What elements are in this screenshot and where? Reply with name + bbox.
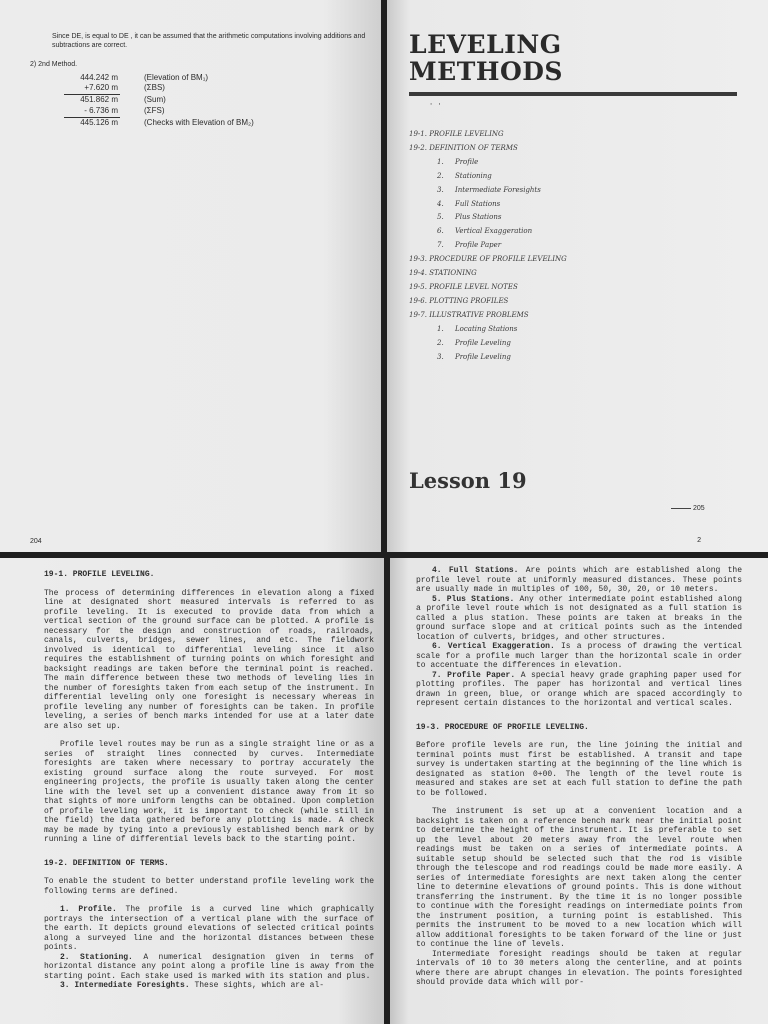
table-of-contents	[409, 128, 567, 364]
calc-value: +7.620 m	[84, 83, 118, 92]
footer-rule	[671, 508, 691, 509]
page-number-204: 204	[30, 538, 42, 545]
toc-subitem: 1. Locating Stations	[437, 324, 518, 333]
toc-subitem: 2. Stationing	[437, 171, 492, 180]
text-page-right	[390, 558, 768, 1024]
calc-value: 445.126 m	[80, 118, 118, 127]
paragraph: The process of determining differences in elevation along a fixed line at designated short measured intervals is referred to as profile leveling. It is executed to provide data from which a vertical section of the ground surface can be plotted. A profile is necessary for the design and construction of roads, railroads, canals, culverts, bridges, sewer lines, and etc. The fieldwork involved is identical to differential leveling since it also requires the establishment of turning points on which foresight and backsight readings are taken before the terminal point is reached. The main difference between these two methods of leveling lies in the number of foresights taken from each setup of the instrument. In differential leveling only one foresight is necessary whereas in profile leveling any number of foresights can be taken. In profile leveling, a series of bench marks intended for use at a later date are also set up.	[44, 588, 374, 731]
section-heading: 19-1. PROFILE LEVELING.	[44, 570, 155, 579]
calc-note: (Sum)	[144, 95, 166, 104]
term-definition: 1. Profile. The profile is a curved line which graphically portrays the intersection of a vertical plane with the surface of the earth. It depicts ground elevations of selected critical points along a surveyed line and the horizontal distances between these points.	[44, 905, 374, 952]
paragraph: The instrument is set up at a convenient location and a backsight is taken on a reference bench mark near the initial point to determine the height of the instrument. It is preferable to set up the level about 20 meters away from the level route when readings must be taken on a series of intermediate points. A suitable setup should be selected such that the rod is visible through the telescope and rod readings could be made more easily. A series of intermediate foresights are next taken along the center line to determine elevations of ground points. This is done without transferring the instrument. By the time it is no longer possible to continue with the foresight readings on intermediate points from the instrument position, a turning point is established. This permits the instrument to be moved to a new location which will allow additional foresights to be taken forward of the line or just to continue the line of levels.	[416, 807, 742, 949]
term-definition: 5. Plus Stations. Any other intermediate point established along a profile level route which is not designated as a full station is called a plus station. These points are taken at breaks in the ground surface slope and at critical points such as the intended location of culverts, bridges, and other structures.	[416, 594, 742, 642]
toc-item: 19-3. PROCEDURE OF PROFILE LEVELING	[409, 255, 567, 264]
title-line-1: LEVELING	[409, 30, 562, 59]
calc-row	[64, 95, 166, 105]
calc-note: (ΣFS)	[144, 106, 165, 115]
toc-subitem: 6. Vertical Exaggeration	[437, 227, 533, 236]
toc-subitem: 4. Full Stations	[437, 199, 501, 208]
page-footer-205	[669, 505, 705, 512]
toc-subitem: 1. Profile	[437, 157, 479, 166]
paragraph: Before profile levels are run, the line joining the initial and terminal points must first be established. A transit and tape survey is undertaken starting at the beginning of the line which is designated as station 0+00. The length of the level route is measured and stakes are set at each full station to define the path to be followed.	[416, 741, 742, 798]
text-page-left	[0, 558, 384, 1024]
toc-subitem: 3. Intermediate Foresights	[437, 185, 541, 194]
term-definition: 6. Vertical Exaggeration. Is a process of drawing the vertical scale for a profile much larger than the horizontal scale in order to accentuate the differences in elevation.	[416, 642, 742, 670]
page-204	[0, 0, 381, 552]
term-definition: 4. Full Stations. Are points which are established along the profile level route at uniformly measured distances. These points are usually made in multiples of 100, 50, 30, 20, or 10 meters.	[416, 566, 742, 594]
lesson-label: Lesson 19	[409, 468, 527, 493]
toc-subitem: 2. Profile Leveling	[437, 338, 511, 347]
page-205	[387, 0, 768, 552]
page-number-205: 205	[693, 505, 705, 512]
paragraph: Profile level routes may be run as a single straight line or as a series of straight lines connected by curves. Intermediate foresights are taken where necessary to portray accurately the existing ground surface along the route surveyed. For most engineering projects, the profile is usually taken along the center line with the level set up a convenient distance away from it so that sights of more uniform lengths can be obtained. Upon completion of profile leveling work, it is important to check (while still in the field) the data gathered before any plotting is made. A check may be made by tying into a previously established bench mark or by running a line of differential levels back to the starting point.	[44, 740, 374, 844]
toc-item: 19-5. PROFILE LEVEL NOTES	[409, 282, 518, 291]
calc-row	[64, 83, 165, 93]
title-line-2: METHODS	[409, 57, 563, 86]
toc-item: 19-2. DEFINITION OF TERMS	[409, 143, 518, 152]
term-definition: 3. Intermediate Foresights. These sights, which are al-	[60, 981, 325, 990]
text-column-left	[44, 570, 374, 991]
corner-mark: 2	[697, 537, 702, 545]
calc-value: - 6.736 m	[84, 106, 118, 115]
method-label: 2) 2nd Method.	[30, 61, 78, 68]
text-column-right	[416, 566, 742, 988]
chapter-title	[409, 31, 563, 85]
calc-row	[64, 118, 254, 128]
toc-subitem: 3. Profile Leveling	[437, 352, 511, 361]
calc-note: (Checks with Elevation of BM₂)	[144, 118, 254, 127]
section-heading: 19-3. PROCEDURE OF PROFILE LEVELING.	[416, 722, 589, 732]
toc-item: 19-6. PLOTTING PROFILES	[409, 296, 509, 305]
term-definition: 2. Stationing. A numerical designation given in terms of horizontal distance any point along a profile line is away from the starting point. Each stake used is marked with its station and plus.	[44, 952, 374, 981]
toc-item: 19-4. STATIONING	[409, 269, 477, 278]
section-heading: 19-2. DEFINITION OF TERMS.	[44, 858, 169, 868]
calc-value: 444.242 m	[80, 73, 118, 82]
calc-note: (ΣBS)	[144, 83, 165, 92]
toc-item: 19-7. ILLUSTRATIVE PROBLEMS	[409, 310, 529, 319]
ornament-dots: · ·	[429, 101, 442, 109]
calc-value: 451.862 m	[80, 95, 118, 104]
title-divider	[409, 92, 737, 96]
calc-note: (Elevation of BM₁)	[144, 73, 209, 82]
toc-subitem: 5. Plus Stations	[437, 213, 502, 222]
calc-row	[64, 73, 208, 83]
toc-subitem: 7. Profile Paper	[437, 241, 502, 250]
paragraph: To enable the student to better understand profile leveling work the following terms are defined.	[44, 877, 374, 896]
toc-item: 19-1. PROFILE LEVELING	[409, 130, 504, 138]
intro-text: Since DE, is equal to DE , it can be assumed that the arithmetic computations involving additions and subtractions are correct.	[52, 33, 366, 49]
calc-row	[64, 106, 165, 116]
paragraph: Intermediate foresight readings should be taken at regular intervals of 10 to 30 meters along the centerline, and at points where there are abrupt changes in elevation. The points foresighted should provide data which will por-	[416, 949, 742, 987]
term-definition: 7. Profile Paper. A special heavy grade graphing paper used for plotting profiles. The paper has horizontal and vertical lines drawn in green, blue, or orange which are spaced accordingly to represent certain distances to the horizontal and vertical scales.	[416, 670, 742, 708]
